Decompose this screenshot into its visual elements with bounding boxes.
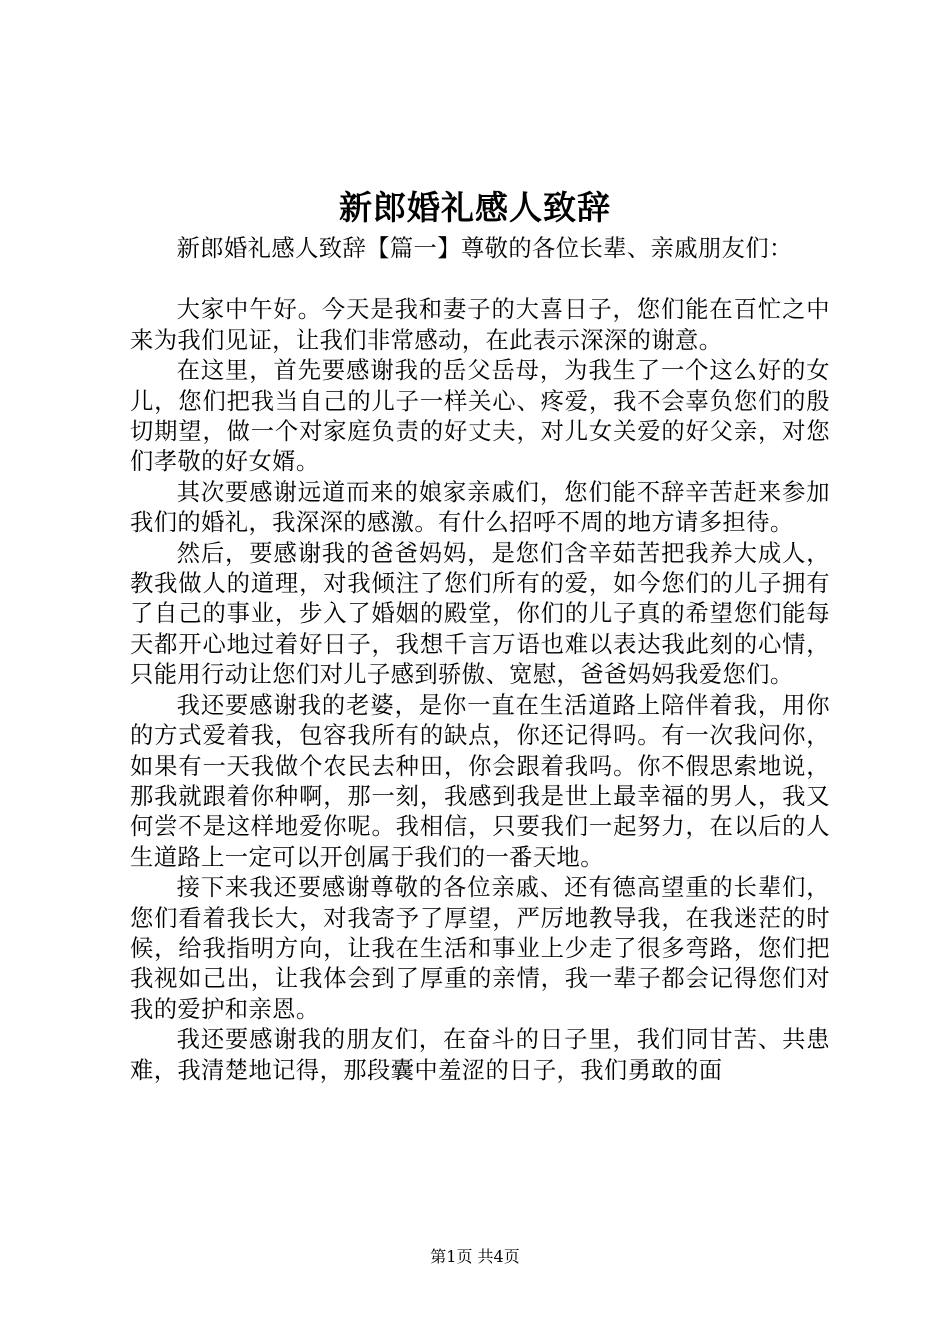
paragraph-opening: 新郎婚礼感人致辞【篇一】尊敬的各位长辈、亲戚朋友们：	[176, 235, 793, 262]
document-body	[130, 234, 830, 1086]
paragraph-greeting: 大家中午好。今天是我和妻子的大喜日子，您们能在百忙之中来为我们见证，让我们非常感动，在此表示深深的谢意。	[130, 296, 830, 354]
paragraph-bride-relatives: 其次要感谢远道而来的娘家亲戚们，您们能不辞辛苦赶来参加我们的婚礼，我深深的感激。有什么招呼不周的地方请多担待。	[130, 478, 830, 537]
paragraph-parents: 然后，要感谢我的爸爸妈妈，是您们含辛茹苦把我养大成人，教我做人的道理，对我倾注了您们所有的爱，如今您们的儿子拥有了自己的事业，步入了婚姻的殿堂，你们的儿子真的希望您们能每天都开心地过着好日子，我想千言万语也难以表达我此刻的心情，只能用行动让您们对儿子感到骄傲、宽慰，爸爸妈妈我爱您们。	[130, 539, 830, 689]
page-number-footer: 第1页 共4页	[430, 1247, 520, 1266]
paragraph-wife: 我还要感谢我的老婆，是你一直在生活道路上陪伴着我，用你的方式爱着我，包容我所有的缺点，你还记得吗。有一次我问你，如果有一天我做个农民去种田，你会跟着我吗。你不假思索地说，那我就跟着你种啊，那一刻，我感到我是世上最幸福的男人，我又何尝不是这样地爱你呢。我相信，只要我们一起努力，在以后的人生道路上一定可以开创属于我们的一番天地。	[130, 691, 830, 871]
paragraph-friends: 我还要感谢我的朋友们，在奋斗的日子里，我们同甘苦、共患难，我清楚地记得，那段囊中羞涩的日子，我们勇敢的面	[130, 1026, 830, 1084]
paragraph-parents-in-law: 在这里，首先要感谢我的岳父岳母，为我生了一个这么好的女儿，您们把我当自己的儿子一样关心、疼爱，我不会辜负您们的殷切期望，做一个对家庭负责的好丈夫，对儿女关爱的好父亲，对您们孝敬的好女婿。	[130, 357, 830, 476]
document-title: 新郎婚礼感人致辞	[339, 188, 611, 227]
paragraph-elders: 接下来我还要感谢尊敬的各位亲戚、还有德高望重的长辈们，您们看着我长大，对我寄予了厚望，严厉地教导我，在我迷茫的时候，给我指明方向，让我在生活和事业上少走了很多弯路，您们把我视如己出，让我体会到了厚重的亲情，我一辈子都会记得您们对我的爱护和亲恩。	[130, 874, 830, 1023]
